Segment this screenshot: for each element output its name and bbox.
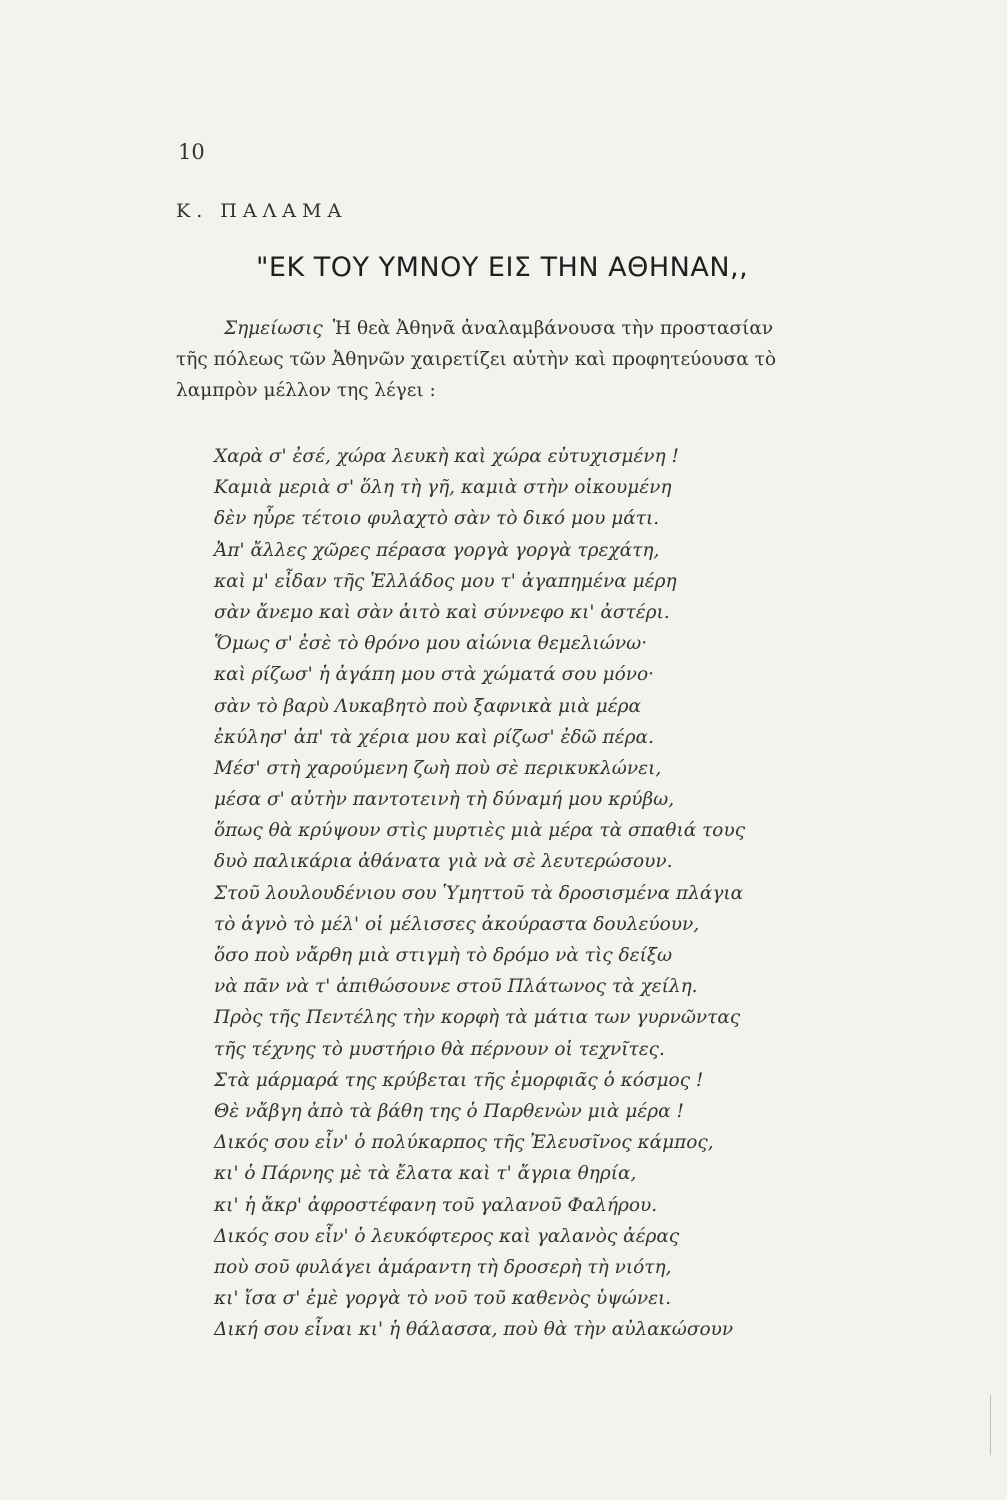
poem-verse: μέσα σ' αὐτὴν παντοτεινὴ τὴ δύναμή μου κρύβω, — [214, 789, 675, 811]
poem-verse: Καμιὰ μεριὰ σ' ὅλη τὴ γῆ, καμιὰ στὴν οἰκουμένη — [214, 477, 672, 499]
poem-verse: κι' ἡ ἄκρ' ἀφροστέφανη τοῦ γαλανοῦ Φαλήρου. — [214, 1194, 658, 1216]
author-name: Κ. ΠΑΛΑΜΑ — [176, 200, 348, 222]
poem-verse: σὰν τὸ βαρὺ Λυκαβητὸ ποὺ ξαφνικὰ μιὰ μέρα — [214, 695, 641, 717]
poem-verse: Δική σου εἶναι κι' ἡ θάλασσα, ποὺ θὰ τὴν αὐλακώσουν — [214, 1319, 734, 1341]
poem-verse: Χαρὰ σ' ἐσέ, χώρα λευκὴ καὶ χώρα εὐτυχισμένη ! — [214, 446, 679, 467]
note-label: Σημείωσις — [224, 318, 323, 339]
note-line — [176, 313, 896, 344]
poem-verse: Στὰ μάρμαρά της κρύβεται τῆς ἐμορφιᾶς ὁ κόσμος ! — [214, 1069, 704, 1091]
poem-verse: νὰ πᾶν νὰ τ' ἀπιθώσουνε στοῦ Πλάτωνος τὰ χείλη. — [214, 976, 698, 998]
poem-verse: Ἀπ' ἄλλες χῶρες πέρασα γοργὰ γοργὰ τρεχάτη, — [214, 539, 660, 561]
poem-verse: κι' ὁ Πάρνης μὲ τὰ ἔλατα καὶ τ' ἄγρια θηρία, — [214, 1163, 637, 1185]
margin-mark — [990, 1395, 991, 1455]
poem-verse: ἐκύλησ' ἀπ' τὰ χέρια μου καὶ ρίζωσ' ἐδῶ πέρα. — [214, 726, 654, 748]
poem-verse: ποὺ σοῦ φυλάγει ἀμάραντη τὴ δροσερὴ τὴ νιότη, — [214, 1256, 672, 1278]
poem-verse: Ὅμως σ' ἐσὲ τὸ θρόνο μου αἰώνια θεμελιώνω· — [214, 633, 648, 655]
poem-title: "ΕΚ ΤΟΥ ΥΜΝΟΥ ΕΙΣ ΤΗΝ ΑΘΗΝΑΝ,, — [256, 252, 749, 283]
poem-body — [214, 441, 914, 1345]
poem-verse: τὸ ἁγνὸ τὸ μέλ' οἱ μέλισσες ἀκούραστα δουλεύουν, — [214, 913, 700, 935]
poem-verse: Στοῦ λουλουδένιου σου Ὑμηττοῦ τὰ δροσισμένα πλάγια — [214, 882, 744, 904]
poem-verse: δυὸ παλικάρια ἀθάνατα γιὰ νὰ σὲ λευτερώσουν. — [214, 851, 673, 873]
poem-verse: ὅπως θὰ κρύψουν στὶς μυρτιὲς μιὰ μέρα τὰ σπαθιά τους — [214, 820, 746, 842]
page-number: 10 — [178, 140, 205, 164]
poem-verse: τῆς τέχνης τὸ μυστήριο θὰ πέρνουν οἱ τεχνῖτες. — [214, 1038, 665, 1060]
poem-verse: Μέσ' στὴ χαρούμενη ζωὴ ποὺ σὲ περικυκλώνει, — [214, 757, 662, 779]
poem-verse: Δικός σου εἶν' ὁ λευκόφτερος καὶ γαλανὸς ἀέρας — [214, 1225, 680, 1247]
poem-verse: καὶ μ' εἶδαν τῆς Ἑλλάδος μου τ' ἀγαπημένα μέρη — [214, 570, 677, 592]
poem-verse: δὲν ηὗρε τέτοιο φυλαχτὸ σὰν τὸ δικό μου μάτι. — [214, 508, 660, 530]
poem-verse: κι' ἴσα σ' ἐμὲ γοργὰ τὸ νοῦ τοῦ καθενὸς ὑψώνει. — [214, 1288, 672, 1310]
note-line: τῆς πόλεως τῶν Ἀθηνῶν χαιρετίζει αὐτὴν καὶ προφητεύουσα τὸ — [176, 349, 777, 370]
poem-verse: σὰν ἄνεμο καὶ σὰν ἀιτὸ καὶ σύννεφο κι' ἀστέρι. — [214, 601, 670, 623]
poem-verse: ὅσο ποὺ νἄρθη μιὰ στιγμὴ τὸ δρόμο νὰ τὶς δείξω — [214, 945, 673, 966]
poem-verse: Πρὸς τῆς Πεντέλης τὴν κορφὴ τὰ μάτια των γυρνῶντας — [214, 1007, 741, 1029]
editorial-note — [176, 313, 896, 406]
note-line: λαμπρὸν μέλλον της λέγει : — [176, 380, 436, 401]
poem-verse: καὶ ρίζωσ' ἡ ἀγάπη μου στὰ χώματά σου μόνο· — [214, 664, 654, 686]
note-text: Ἡ θεὰ Ἀθηνᾶ ἀναλαμβάνουσα τὴν προστασίαν — [332, 318, 774, 339]
poem-verse: Θὲ νἄβγη ἀπὸ τὰ βάθη της ὁ Παρθενὼν μιὰ μέρα ! — [214, 1100, 684, 1122]
poem-verse: Δικός σου εἶν' ὁ πολύκαρπος τῆς Ἐλευσῖνος κάμπος, — [214, 1132, 714, 1154]
